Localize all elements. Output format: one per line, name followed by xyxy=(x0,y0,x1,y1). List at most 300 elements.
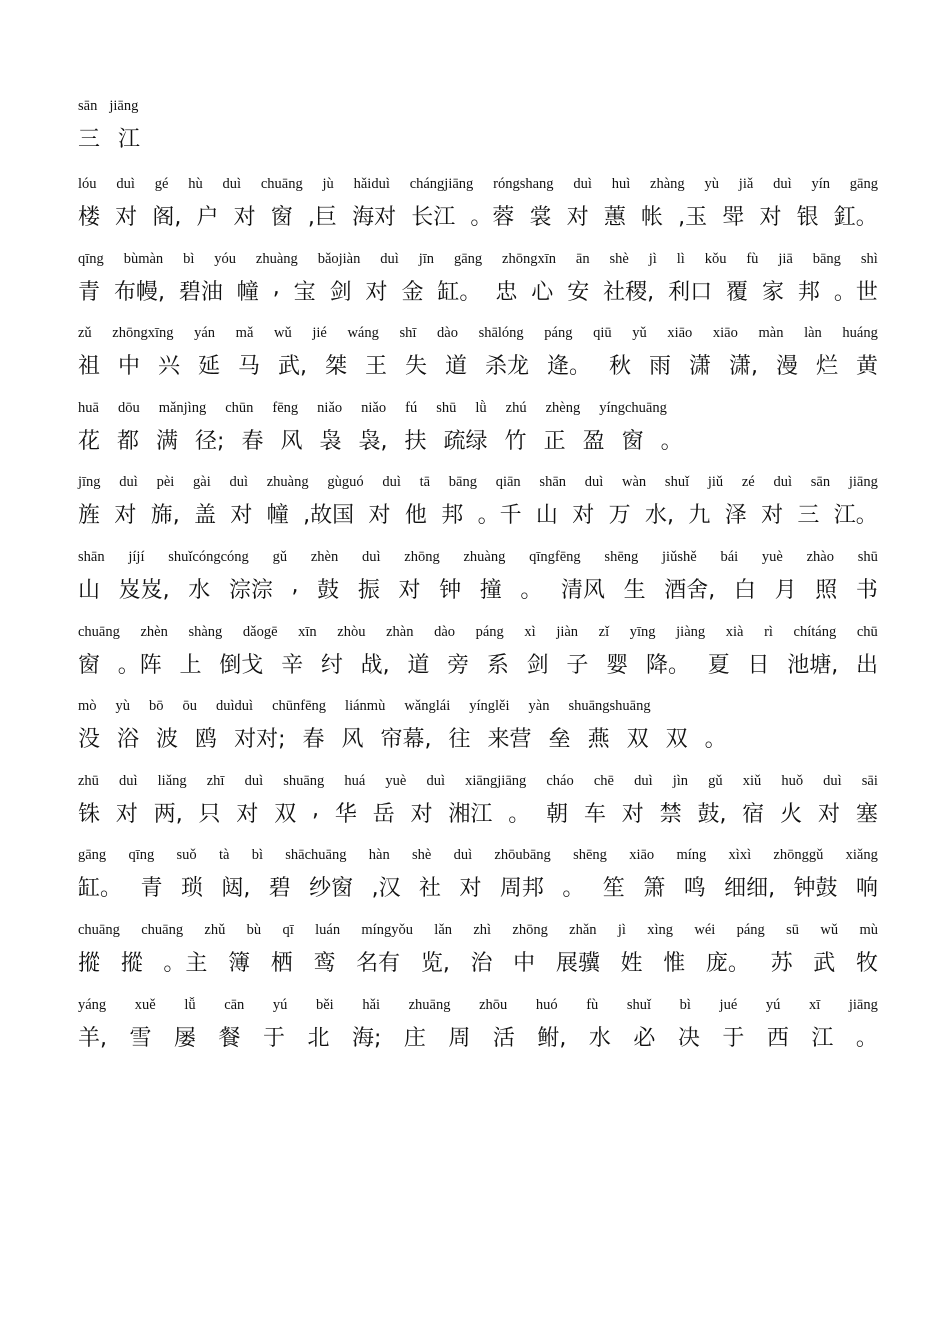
pinyin-syllable: dōu xyxy=(117,399,140,416)
hanzi-char: 。世 xyxy=(833,279,878,305)
text-line xyxy=(78,98,878,176)
hanzi-char: 对 xyxy=(459,876,482,902)
pinyin-syllable: chuāng xyxy=(260,176,303,192)
pinyin-syllable: kǒu xyxy=(704,250,727,267)
hanzi-char: 武 xyxy=(813,950,836,976)
hanzi-char: 延 xyxy=(198,354,221,380)
hanzi-char: 逄。 xyxy=(546,354,591,380)
pinyin-syllable: duì xyxy=(634,772,653,789)
pinyin-syllable: qīng xyxy=(128,847,155,864)
hanzi-char: 对对; xyxy=(234,727,286,753)
pinyin-syllable: shēng xyxy=(604,548,639,565)
pinyin-syllable: chuāng xyxy=(78,623,120,640)
hanzi-char: 对 xyxy=(398,577,421,603)
hanzi-char: 对 xyxy=(230,503,253,529)
hanzi-char: 照 xyxy=(815,577,838,603)
hanzi-char: 没 xyxy=(78,727,101,753)
hanzi-char: 烂 xyxy=(815,354,838,380)
pinyin-syllable: jié xyxy=(312,325,327,342)
pinyin-syllable: duì xyxy=(773,176,792,192)
poem-document xyxy=(78,98,878,1071)
hanzi-char: 只 xyxy=(198,801,221,827)
hanzi-char: 银 xyxy=(796,205,819,230)
pinyin-syllable: jiǔshě xyxy=(662,548,697,565)
hanzi-char: 铢 xyxy=(78,801,101,827)
pinyin-syllable: shàng xyxy=(188,623,223,640)
hanzi-char: , xyxy=(291,572,299,598)
hanzi-char: 社 xyxy=(419,876,442,902)
pinyin-syllable: qīngfēng xyxy=(529,548,581,565)
hanzi-char: 万 xyxy=(608,503,631,529)
hanzi-char: 鸥 xyxy=(195,727,218,753)
hanzi-char: 。 xyxy=(508,801,531,827)
pinyin-syllable: shāchuāng xyxy=(285,847,347,864)
hanzi-char: 火 xyxy=(780,801,803,827)
pinyin-syllable: jiā xyxy=(778,250,793,267)
hanzi-char: 酒舍, xyxy=(664,577,716,603)
hanzi-char: 九 xyxy=(688,503,711,529)
hanzi-char: 于 xyxy=(722,1025,745,1051)
pinyin-syllable: dào xyxy=(434,623,456,640)
hanzi-char: 雨 xyxy=(648,354,671,380)
hanzi-char: 降。 xyxy=(645,652,690,678)
hanzi-char: 鼓 xyxy=(317,577,340,603)
pinyin-syllable: xiāo xyxy=(712,325,738,342)
hanzi-char: 袅, xyxy=(358,428,388,454)
hanzi-char: 剑 xyxy=(329,279,352,305)
pinyin-syllable: zhōnggǔ xyxy=(773,847,824,864)
hanzi-char: 江。 xyxy=(833,503,878,529)
pinyin-syllable: mǎ xyxy=(235,325,254,342)
pinyin-syllable: pèi xyxy=(156,474,175,491)
hanzi-char: 中 xyxy=(118,354,141,380)
hanzi-char: 盖 xyxy=(194,503,217,529)
pinyin-row xyxy=(78,400,878,417)
hanzi-char: 月 xyxy=(774,577,797,603)
pinyin-syllable: zhōubāng xyxy=(494,847,551,864)
pinyin-syllable: gùguó xyxy=(327,474,364,491)
hanzi-char: 对 xyxy=(410,801,433,827)
pinyin-syllable: gé xyxy=(154,176,169,192)
hanzi-char: 纣 xyxy=(320,652,343,678)
hanzi-char: 岌岌, xyxy=(118,577,170,603)
hanzi-char: 山 xyxy=(535,503,558,529)
pinyin-syllable: wàn xyxy=(622,474,647,491)
text-line xyxy=(78,176,878,251)
hanzi-char: 桀 xyxy=(324,354,347,380)
hanzi-char: 邦 xyxy=(797,279,820,305)
hanzi-char: 钟鼓 xyxy=(793,876,838,902)
hanzi-char: 对 xyxy=(817,801,840,827)
hanzi-char: 疏绿 xyxy=(443,428,488,454)
pinyin-syllable: zhèn xyxy=(140,623,168,640)
pinyin-row xyxy=(78,773,878,790)
hanzi-char: 湘江 xyxy=(448,801,493,827)
hanzi-char: 盈 xyxy=(582,428,605,454)
pinyin-syllable: zhàn xyxy=(386,623,414,640)
pinyin-syllable: wǔ xyxy=(820,921,839,938)
hanzi-char: 他 xyxy=(404,503,427,529)
hanzi-char: 碧油 xyxy=(178,279,223,305)
hanzi-char: 周 xyxy=(448,1025,471,1051)
pinyin-syllable: zhèng xyxy=(545,399,581,416)
hanzi-char: 双 xyxy=(274,801,297,827)
hanzi-char: 响 xyxy=(855,876,878,902)
pinyin-syllable: duì xyxy=(244,772,264,789)
pinyin-syllable: duì xyxy=(380,250,399,267)
text-line xyxy=(78,549,878,624)
pinyin-syllable: hù xyxy=(188,176,203,192)
pinyin-row xyxy=(78,922,878,939)
pinyin-syllable: gāng xyxy=(78,847,107,864)
pinyin-row xyxy=(78,847,878,864)
hanzi-char: 战, xyxy=(360,652,390,678)
hanzi-char: 。阵 xyxy=(117,652,162,678)
pinyin-syllable: duì xyxy=(382,474,401,491)
hanzi-char: 倒戈 xyxy=(219,652,264,678)
hanzi-char: 社稷, xyxy=(603,279,655,305)
hanzi-row xyxy=(78,424,878,455)
hanzi-char: 潇 xyxy=(688,354,711,380)
hanzi-char: 春 xyxy=(241,428,264,454)
pinyin-syllable: duì xyxy=(119,772,138,789)
hanzi-char: , xyxy=(272,274,280,300)
pinyin-syllable: hǎiduì xyxy=(353,176,390,192)
pinyin-syllable: shū xyxy=(857,548,878,565)
hanzi-char: 帘幕, xyxy=(380,727,432,753)
hanzi-char: 杀龙 xyxy=(484,354,529,380)
pinyin-syllable: zhōngxīng xyxy=(112,325,174,342)
pinyin-syllable: wǎnglái xyxy=(404,698,451,715)
pinyin-syllable: hǎi xyxy=(362,996,381,1013)
hanzi-char: 窗 xyxy=(78,652,101,678)
hanzi-row xyxy=(78,1021,878,1052)
hanzi-char: 簿 xyxy=(228,950,251,976)
hanzi-char: 对 xyxy=(365,279,388,305)
pinyin-syllable: shuāngshuāng xyxy=(568,698,651,715)
pinyin-syllable: shān xyxy=(539,474,567,491)
text-line xyxy=(78,325,878,400)
hanzi-row xyxy=(78,871,878,902)
pinyin-syllable: xiǎng xyxy=(845,847,878,864)
hanzi-char: 摐 xyxy=(120,950,143,976)
pinyin-syllable: zé xyxy=(741,474,755,491)
pinyin-syllable: niǎo xyxy=(361,399,387,416)
pinyin-row xyxy=(78,698,878,715)
hanzi-char: 黄 xyxy=(855,354,878,380)
pinyin-syllable: tà xyxy=(218,847,230,864)
pinyin-syllable: bùmàn xyxy=(123,250,164,267)
pinyin-syllable: liánmù xyxy=(345,698,386,715)
hanzi-char: 。主 xyxy=(163,950,208,976)
pinyin-syllable: lǜ xyxy=(475,399,487,416)
text-line xyxy=(78,624,878,699)
pinyin-syllable: zhǎn xyxy=(569,921,597,938)
pinyin-syllable: fù xyxy=(586,996,599,1013)
pinyin-syllable: chuāng xyxy=(141,921,184,938)
hanzi-char: 鸣 xyxy=(683,876,706,902)
pinyin-syllable: dào xyxy=(437,325,458,342)
pinyin-syllable: zhuàng xyxy=(463,548,506,565)
hanzi-char: 都 xyxy=(117,428,140,454)
pinyin-syllable: yàn xyxy=(528,698,550,715)
hanzi-char: 家 xyxy=(761,279,784,305)
hanzi-char: 兴 xyxy=(158,354,181,380)
pinyin-syllable: chuāng xyxy=(78,921,120,938)
pinyin-row xyxy=(78,474,878,491)
hanzi-char: 。 xyxy=(855,1025,878,1051)
pinyin-syllable: chángjiāng xyxy=(409,176,474,192)
pinyin-syllable: bāng xyxy=(812,250,841,267)
pinyin-syllable: bù xyxy=(246,921,262,938)
hanzi-char: 餐 xyxy=(218,1025,241,1051)
hanzi-char: 辛 xyxy=(281,652,304,678)
pinyin-syllable: páng xyxy=(736,921,765,938)
hanzi-char: 必 xyxy=(633,1025,656,1051)
pinyin-syllable: zhào xyxy=(806,548,834,565)
pinyin-syllable: làn xyxy=(804,325,822,342)
hanzi-char: 水 xyxy=(188,577,211,603)
pinyin-row xyxy=(78,325,878,342)
hanzi-char: 日 xyxy=(747,652,770,678)
hanzi-char: 治 xyxy=(470,950,493,976)
pinyin-syllable: jué xyxy=(719,996,738,1013)
hanzi-char: 琐 xyxy=(180,876,203,902)
pinyin-syllable: yuè xyxy=(761,548,783,565)
pinyin-syllable: duì xyxy=(119,474,138,491)
pinyin-syllable: duì xyxy=(584,474,604,491)
pinyin-syllable: sāi xyxy=(861,772,878,789)
pinyin-syllable: zǐ xyxy=(598,623,610,640)
hanzi-char: ,故国 xyxy=(303,503,355,529)
pinyin-syllable: zhū xyxy=(78,772,99,789)
hanzi-char: 长江 xyxy=(411,205,456,230)
hanzi-char: 岳 xyxy=(372,801,395,827)
pinyin-syllable: mǎnjìng xyxy=(158,399,207,416)
hanzi-char: 利口 xyxy=(668,279,713,305)
pinyin-row xyxy=(78,549,878,566)
pinyin-syllable: yú xyxy=(272,996,288,1013)
pinyin-syllable: zhǔ xyxy=(204,921,226,938)
hanzi-char: 姓 xyxy=(620,950,643,976)
hanzi-char: ,巨 xyxy=(307,205,337,230)
pinyin-syllable: xiāngjiāng xyxy=(465,772,527,789)
text-line xyxy=(78,698,878,773)
hanzi-char: 婴 xyxy=(606,652,629,678)
hanzi-row xyxy=(78,498,878,529)
text-line xyxy=(78,474,878,549)
hanzi-char: 笙 xyxy=(602,876,625,902)
hanzi-char: 。蓉 xyxy=(470,205,515,230)
hanzi-char: 钟 xyxy=(439,577,462,603)
hanzi-char: 蕙 xyxy=(603,205,626,230)
hanzi-char: 庄 xyxy=(403,1025,426,1051)
hanzi-char: 漫 xyxy=(775,354,798,380)
hanzi-char: 子 xyxy=(566,652,589,678)
hanzi-char: 屡 xyxy=(173,1025,196,1051)
pinyin-syllable: jiāng xyxy=(848,474,878,491)
pinyin-syllable: běi xyxy=(316,996,334,1013)
pinyin-syllable: xìxì xyxy=(728,847,752,864)
pinyin-syllable: yīng xyxy=(629,623,656,640)
hanzi-char: 水, xyxy=(645,503,674,529)
hanzi-char: 浴 xyxy=(117,727,140,753)
hanzi-char: 宝 xyxy=(293,279,316,305)
pinyin-row xyxy=(78,997,878,1014)
hanzi-char: 雪 xyxy=(129,1025,152,1051)
pinyin-syllable: liǎng xyxy=(157,772,187,789)
hanzi-char: 对 xyxy=(368,503,391,529)
hanzi-char: 邦 xyxy=(441,503,464,529)
pinyin-syllable: xìng xyxy=(647,921,674,938)
hanzi-char: 鸾 xyxy=(313,950,336,976)
hanzi-char: 忠 xyxy=(495,279,518,305)
hanzi-char: 周邦 xyxy=(499,876,544,902)
hanzi-char: 幢 xyxy=(236,279,259,305)
hanzi-char: 幢 xyxy=(266,503,289,529)
hanzi-char: 武, xyxy=(278,354,307,380)
pinyin-syllable: xī xyxy=(808,996,821,1013)
pinyin-syllable: xīn xyxy=(298,623,317,640)
pinyin-row xyxy=(78,176,878,193)
hanzi-char: 窗 xyxy=(621,428,644,454)
hanzi-char: 道 xyxy=(444,354,467,380)
pinyin-syllable: mù xyxy=(859,921,878,938)
pinyin-syllable: rì xyxy=(764,623,773,640)
pinyin-syllable: huǒ xyxy=(781,772,804,789)
hanzi-char: 心 xyxy=(531,279,554,305)
pinyin-syllable: xià xyxy=(725,623,744,640)
pinyin-syllable: bì xyxy=(183,250,195,267)
hanzi-char: 正 xyxy=(543,428,566,454)
pinyin-syllable: duì xyxy=(823,772,842,789)
hanzi-char: 裳 xyxy=(529,205,552,230)
hanzi-char: 窗 xyxy=(270,205,293,230)
hanzi-char: 对 xyxy=(236,801,259,827)
pinyin-syllable: yán xyxy=(194,325,216,342)
hanzi-char: 栖 xyxy=(270,950,293,976)
pinyin-syllable: chūn xyxy=(225,399,254,416)
pinyin-syllable: huā xyxy=(78,399,99,416)
pinyin-syllable: jīng xyxy=(78,474,101,491)
pinyin-syllable: yóu xyxy=(214,250,236,267)
pinyin-syllable: chē xyxy=(593,772,614,789)
pinyin-syllable: fēng xyxy=(272,399,299,416)
hanzi-char: 白 xyxy=(733,577,756,603)
pinyin-syllable: huì xyxy=(611,176,631,192)
pinyin-syllable: duì xyxy=(453,847,473,864)
hanzi-char: 清风 xyxy=(561,577,606,603)
pinyin-syllable: yíngchuāng xyxy=(599,399,667,416)
pinyin-syllable: shī xyxy=(399,325,417,342)
hanzi-row xyxy=(78,797,878,828)
hanzi-char: 对 xyxy=(761,503,784,529)
hanzi-char: 。 xyxy=(704,727,727,753)
hanzi-char: 中 xyxy=(513,950,536,976)
pinyin-syllable: lì xyxy=(676,250,685,267)
hanzi-char: 细细, xyxy=(724,876,776,902)
hanzi-char: 对 xyxy=(621,801,644,827)
hanzi-char: 车 xyxy=(583,801,606,827)
pinyin-syllable: zhèn xyxy=(310,548,339,565)
pinyin-syllable: wéi xyxy=(694,921,716,938)
hanzi-char: 庞。 xyxy=(705,950,750,976)
pinyin-syllable: jiǔ xyxy=(707,474,724,491)
hanzi-char: 。 xyxy=(660,428,683,454)
pinyin-syllable: zhòu xyxy=(337,623,366,640)
hanzi-char: 满 xyxy=(156,428,179,454)
pinyin-syllable: bái xyxy=(720,548,739,565)
pinyin-row xyxy=(78,624,878,641)
hanzi-char: 来营 xyxy=(487,727,532,753)
hanzi-char: 三 xyxy=(797,503,820,529)
hanzi-char: 水 xyxy=(588,1025,611,1051)
pinyin-syllable: duì xyxy=(573,176,592,192)
hanzi-char: 上 xyxy=(179,652,202,678)
pinyin-syllable: shuǐcóngcóng xyxy=(168,548,249,565)
pinyin-syllable: shālóng xyxy=(478,325,524,342)
pinyin-syllable: gǔ xyxy=(708,772,723,789)
pinyin-syllable: duì xyxy=(361,548,381,565)
pinyin-syllable: róngshang xyxy=(493,176,554,192)
hanzi-char: 西 xyxy=(766,1025,789,1051)
pinyin-syllable: cān xyxy=(224,996,245,1013)
pinyin-syllable: bāng xyxy=(448,474,477,491)
hanzi-char: 斝 xyxy=(722,205,745,230)
hanzi-char: 旁 xyxy=(447,652,470,678)
text-line xyxy=(78,400,878,475)
pinyin-syllable: yú xyxy=(765,996,781,1013)
pinyin-syllable: zhuàng xyxy=(266,474,309,491)
pinyin-row xyxy=(78,98,878,115)
pinyin-syllable: xiǔ xyxy=(742,772,762,789)
hanzi-row xyxy=(78,349,878,380)
hanzi-char: 振 xyxy=(357,577,380,603)
pinyin-syllable: shì xyxy=(860,250,878,267)
pinyin-syllable: mò xyxy=(78,698,97,715)
pinyin-syllable: zhōu xyxy=(479,996,508,1013)
pinyin-syllable: yáng xyxy=(78,996,107,1013)
hanzi-char: 山 xyxy=(78,577,101,603)
hanzi-char: 径; xyxy=(195,428,225,454)
hanzi-row xyxy=(78,573,878,604)
hanzi-char: 马 xyxy=(238,354,261,380)
hanzi-char: 宿 xyxy=(742,801,765,827)
hanzi-char: 秋 xyxy=(608,354,631,380)
hanzi-char: 鼓, xyxy=(697,801,727,827)
pinyin-syllable: niǎo xyxy=(317,399,343,416)
pinyin-syllable: gǔ xyxy=(272,548,288,565)
pinyin-syllable: gāng xyxy=(453,250,483,267)
hanzi-char: 风 xyxy=(280,428,303,454)
hanzi-char: 撞 xyxy=(479,577,502,603)
hanzi-char: 览, xyxy=(420,950,450,976)
pinyin-syllable: zhàng xyxy=(650,176,685,192)
hanzi-char: 旌 xyxy=(78,503,101,529)
hanzi-char: 华 xyxy=(334,801,357,827)
hanzi-char: 波 xyxy=(156,727,179,753)
pinyin-syllable: qīng xyxy=(78,250,104,267)
pinyin-syllable: jù xyxy=(322,176,334,192)
pinyin-syllable: xuě xyxy=(134,996,156,1013)
pinyin-syllable: jiāng xyxy=(848,996,878,1013)
pinyin-syllable: zhōngxīn xyxy=(502,250,556,267)
hanzi-row xyxy=(78,275,878,306)
hanzi-char: 闼, xyxy=(221,876,251,902)
pinyin-syllable: huó xyxy=(535,996,558,1013)
pinyin-syllable: duìduì xyxy=(216,698,254,715)
pinyin-syllable: yuè xyxy=(385,772,407,789)
